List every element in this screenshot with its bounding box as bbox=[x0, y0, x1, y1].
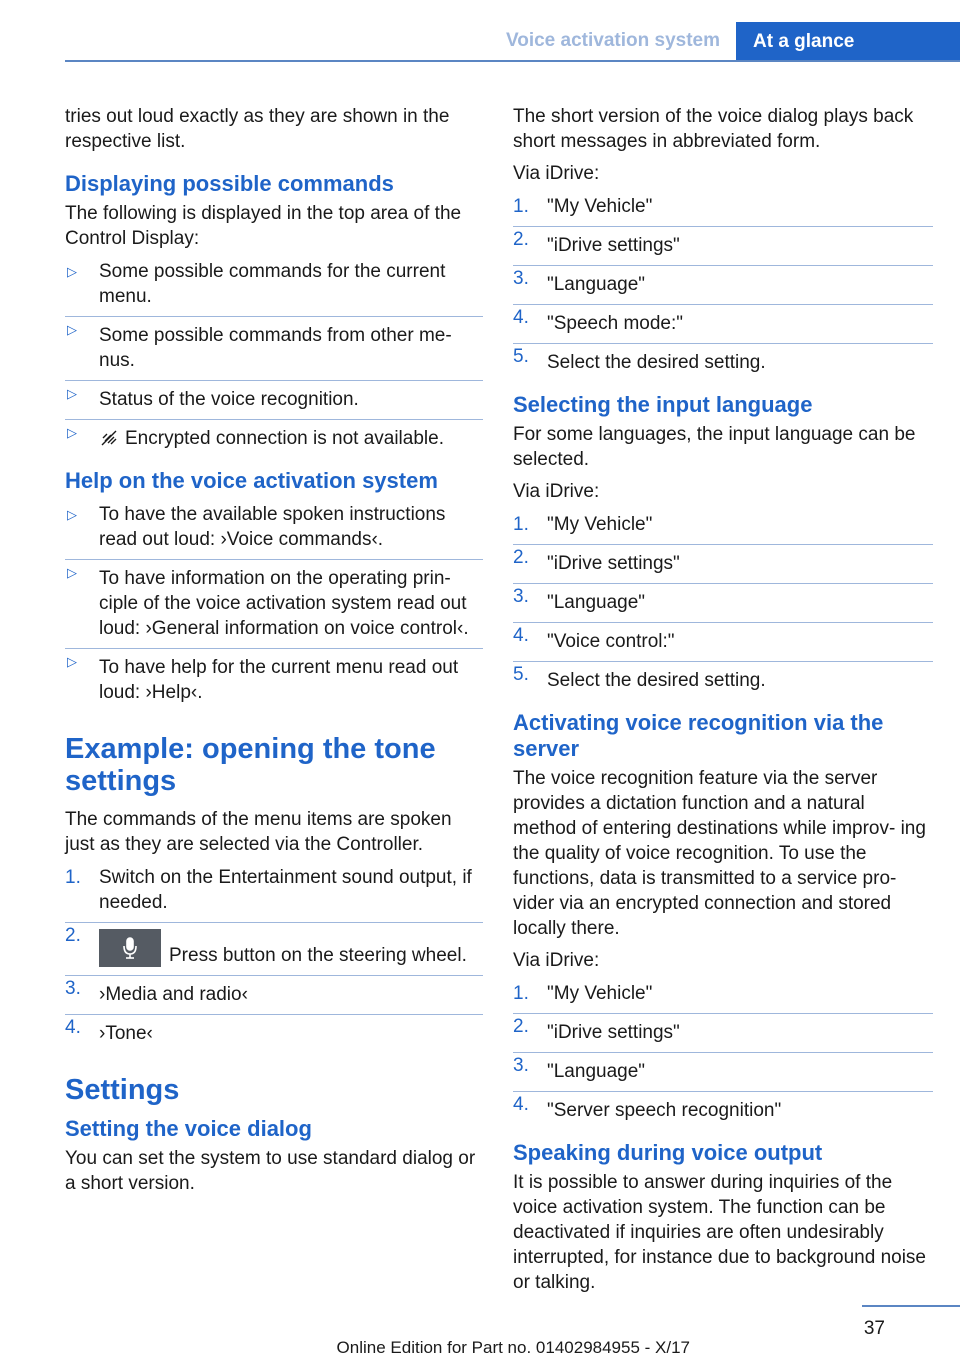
step-number: 1. bbox=[513, 196, 529, 217]
step-text: "My Vehicle" bbox=[547, 196, 653, 217]
step-number: 4. bbox=[513, 1094, 529, 1115]
step-number: 2. bbox=[513, 547, 529, 568]
step-text: "iDrive settings" bbox=[547, 1022, 680, 1043]
step-text: Select the desired setting. bbox=[547, 352, 766, 373]
step-number: 4. bbox=[513, 625, 529, 646]
list-item: ▷ Some possible commands from other me- nus. bbox=[65, 316, 483, 373]
header-rule bbox=[65, 60, 960, 62]
heading-voice-dialog: Setting the voice dialog bbox=[65, 1116, 312, 1141]
voice-control-steps bbox=[513, 512, 933, 693]
list-item bbox=[65, 1014, 483, 1046]
page-header bbox=[0, 0, 960, 62]
step-number: 4. bbox=[513, 307, 529, 328]
footer-edition: Online Edition for Part no. 01402984955 - X/17 bbox=[336, 1338, 690, 1357]
list-item: ▷ Some possible commands for the current menu. bbox=[65, 259, 483, 309]
step-text: ›Media and radio‹ bbox=[99, 984, 248, 1005]
list-item bbox=[65, 419, 483, 451]
list-item bbox=[513, 661, 933, 693]
list-item: ▷ To have the available spoken instructions read out loud: ›Voice commands‹. bbox=[65, 502, 483, 552]
step-text: Select the desired setting. bbox=[547, 670, 766, 691]
server-text: The voice recognition feature via the server provides a dictation function and a natural method of entering destinations while improv- ing the quality of voice recognition. To use the functions, data is transmitted to a service pro- vider via an encrypted connection and stored locally there. bbox=[513, 768, 926, 939]
via-idrive: Via iDrive: bbox=[513, 163, 600, 184]
microphone-button-icon bbox=[99, 929, 161, 967]
heading-example: Example: opening the tone settings bbox=[65, 733, 436, 797]
input-language-text: For some languages, the input language can be selected. bbox=[513, 424, 916, 470]
step-text: "Language" bbox=[547, 1061, 646, 1082]
step-text: "Server speech recognition" bbox=[547, 1100, 782, 1121]
step-text: ›Tone‹ bbox=[99, 1023, 153, 1044]
list-item bbox=[65, 865, 483, 915]
step-text: "iDrive settings" bbox=[547, 235, 680, 256]
step-number: 2. bbox=[65, 925, 81, 946]
list-item bbox=[513, 1013, 933, 1045]
step-text: "Voice control:" bbox=[547, 631, 675, 652]
list-item bbox=[65, 975, 483, 1007]
step-number: 1. bbox=[513, 983, 529, 1004]
heading-displaying-commands: Displaying possible commands bbox=[65, 171, 394, 196]
step-number: 1. bbox=[513, 514, 529, 535]
list-item bbox=[65, 922, 483, 968]
encryption-text: Encrypted connection is not available. bbox=[125, 428, 444, 449]
page-number: 37 bbox=[863, 1318, 885, 1339]
list-item bbox=[513, 512, 933, 537]
step-number: 1. bbox=[65, 867, 81, 888]
heading-settings: Settings bbox=[65, 1074, 180, 1106]
step-number: 3. bbox=[65, 978, 81, 999]
example-steps bbox=[65, 865, 483, 1046]
help-list bbox=[65, 502, 483, 705]
step-text: Press button on the steering wheel. bbox=[169, 945, 467, 966]
list-item bbox=[513, 265, 933, 297]
via-idrive: Via iDrive: bbox=[513, 950, 600, 971]
step-text: "Speech mode:" bbox=[547, 313, 684, 334]
list-item bbox=[513, 622, 933, 654]
list-item bbox=[513, 1091, 933, 1123]
display-list bbox=[65, 259, 483, 451]
heading-input-language: Selecting the input language bbox=[513, 392, 813, 417]
step-number: 5. bbox=[513, 664, 529, 685]
server-steps bbox=[513, 981, 933, 1123]
right-column bbox=[513, 104, 933, 1302]
short-version-text: The short version of the voice dialog plays back short messages in abbreviated form. bbox=[513, 106, 914, 152]
step-text: "iDrive settings" bbox=[547, 553, 680, 574]
heading-server-recognition: Activating voice recognition via the server bbox=[513, 710, 884, 761]
heading-speaking-output: Speaking during voice output bbox=[513, 1140, 823, 1165]
left-column bbox=[65, 104, 483, 1203]
step-text: "Language" bbox=[547, 274, 646, 295]
step-text: "My Vehicle" bbox=[547, 983, 653, 1004]
step-number: 3. bbox=[513, 586, 529, 607]
list-item: ▷ Status of the voice recognition. bbox=[65, 380, 483, 412]
header-chapter-tab: At a glance bbox=[736, 22, 960, 62]
speech-mode-steps bbox=[513, 194, 933, 375]
step-text: "Language" bbox=[547, 592, 646, 613]
list-item bbox=[513, 304, 933, 336]
list-item bbox=[513, 226, 933, 258]
step-number: 2. bbox=[513, 229, 529, 250]
list-item bbox=[513, 1052, 933, 1084]
via-idrive: Via iDrive: bbox=[513, 481, 600, 502]
step-text: "My Vehicle" bbox=[547, 514, 653, 535]
list-item bbox=[513, 981, 933, 1006]
list-item bbox=[513, 583, 933, 615]
intro-text: tries out loud exactly as they are shown in the respective list. bbox=[65, 106, 450, 152]
step-number: 2. bbox=[513, 1016, 529, 1037]
display-text: The following is displayed in the top area of the Control Display: bbox=[65, 203, 462, 249]
list-item: ▷ To have information on the operating prin- ciple of the voice activation system read out loud: ›General information on voice control‹. bbox=[65, 559, 483, 641]
step-number: 4. bbox=[65, 1017, 81, 1038]
step-text: Switch on the Entertainment sound output, if needed. bbox=[99, 867, 472, 913]
list-item bbox=[513, 343, 933, 375]
speaking-text: It is possible to answer during inquiries of the voice activation system. The function can be deactivated if inquiries are often undesirably interrupted, for instance due to background noise or talking. bbox=[513, 1172, 926, 1293]
list-item bbox=[513, 194, 933, 219]
step-number: 5. bbox=[513, 346, 529, 367]
header-section-title: Voice activation system bbox=[505, 30, 720, 51]
voice-dialog-text: You can set the system to use standard dialog or a short version. bbox=[65, 1148, 476, 1194]
step-number: 3. bbox=[513, 268, 529, 289]
encryption-off-icon bbox=[99, 429, 119, 447]
list-item bbox=[513, 544, 933, 576]
example-text: The commands of the menu items are spoken just as they are selected via the Controller. bbox=[65, 809, 452, 855]
step-number: 3. bbox=[513, 1055, 529, 1076]
heading-help: Help on the voice activation system bbox=[65, 468, 438, 493]
list-item: ▷ To have help for the current menu read out loud: ›Help‹. bbox=[65, 648, 483, 705]
footer-rule bbox=[862, 1305, 960, 1307]
